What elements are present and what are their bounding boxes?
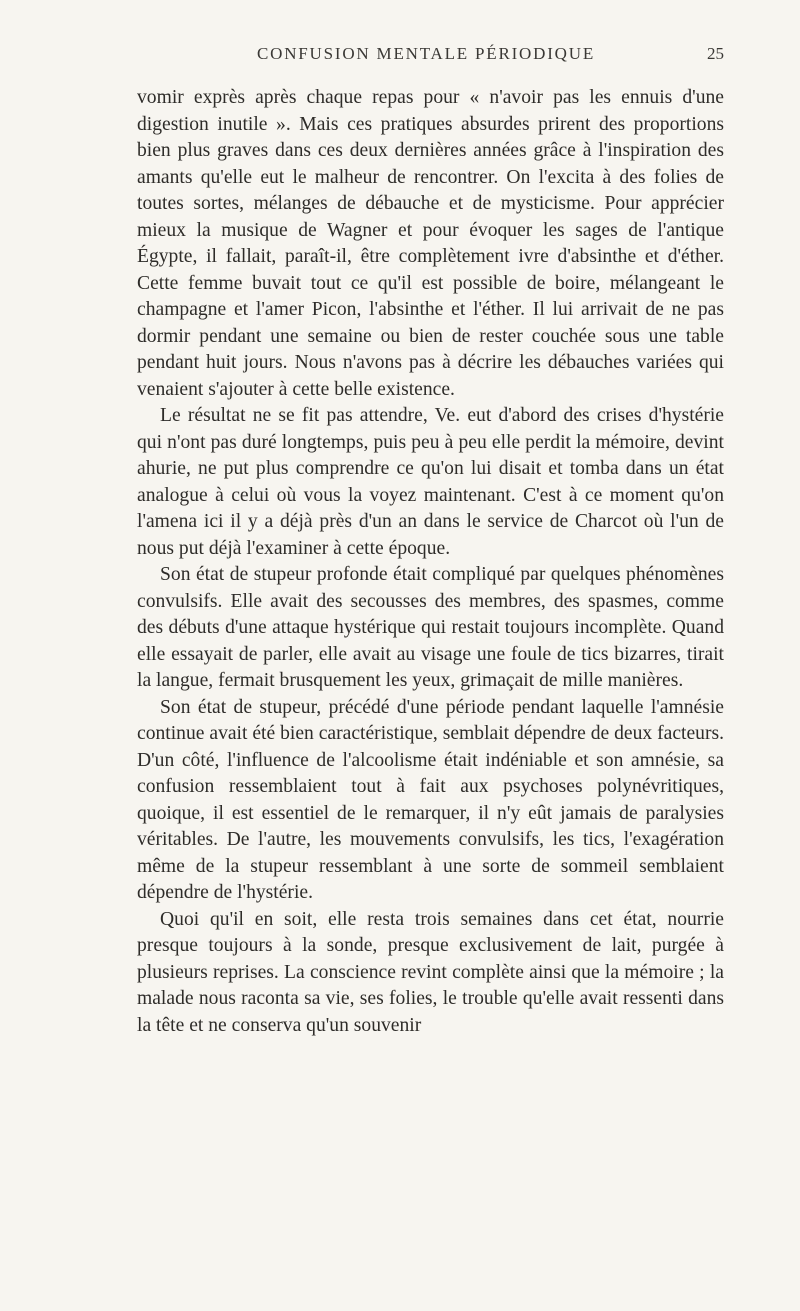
paragraph: Son état de stupeur, précédé d'une période pendant laquelle l'amnésie continue avait été bien caractéristique, semblait dépendre de deux facteurs. D'un côté, l'influence de l'alcoolisme était indéniable et son amnésie, sa confusion ressemblaient tout à fait aux psychoses polynévritiques, quoique, il est essentiel de le remarquer, il n'y eût jamais de paralysies véritables. De l'autre, les mouvements convulsifs, les tics, l'exagération même de la stupeur ressemblant à une sorte de sommeil semblaient dépendre de l'hystérie. — [137, 696, 724, 903]
paragraph: Quoi qu'il en soit, elle resta trois semaines dans cet état, nourrie presque toujours à la sonde, presque exclusivement de lait, purgée à plusieurs reprises. La conscience revint complète ainsi que la mémoire ; la malade nous raconta sa vie, ses folies, le trouble qu'elle avait ressenti dans la tête et ne conserva qu'un souvenir — [137, 908, 724, 1036]
running-title: CONFUSION MENTALE PÉRIODIQUE — [256, 44, 596, 63]
paragraph-continued: vomir exprès après chaque repas pour « n'avoir pas les ennuis d'une digestion inutile ». Mais ces pratiques absurdes prirent des proportions bien plus graves dans ces deux dernières années grâce à l'inspiration des amants qu'elle eut le malheur de rencontrer. On l'excita à des folies de toutes sortes, mélanges de débauche et de mysticisme. Pour apprécier mieux la musique de Wagner et pour évoquer les sages de l'antique Égypte, il fallait, paraît-il, être complètement ivre d'absinthe et d'éther. Cette femme buvait tout ce qu'il est possible de boire, mélangeant le champagne et l'amer Picon, l'absinthe et l'éther. Il lui arrivait de ne pas dormir pendant une semaine ou bien de rester couchée sous une table pendant huit jours. Nous n'avons pas à décrire les débauches variées qui venaient s'ajouter à cette belle existence. — [137, 87, 724, 400]
body-text — [137, 85, 724, 1039]
running-head — [128, 44, 724, 70]
page-number: 25 — [707, 44, 724, 63]
paragraph: Son état de stupeur profonde était compliqué par quelques phénomènes convulsifs. Elle avait des secousses des membres, des spasmes, comme des débuts d'une attaque hystérique qui restait toujours incomplète. Quand elle essayait de parler, elle avait au visage une foule de tics bizarres, tirait la langue, fermait brusquement les yeux, grimaçait de mille manières. — [137, 564, 724, 691]
paragraph: Le résultat ne se fit pas attendre, Ve. eut d'abord des crises d'hystérie qui n'ont pas duré longtemps, puis peu à peu elle perdit la mémoire, devint ahurie, ne put plus comprendre ce qu'on lui disait et tomba dans un état analogue à celui où vous la voyez maintenant. C'est à ce moment qu'on l'amena ici il y a déjà près d'un an dans le service de Charcot où l'un de nous put déjà l'examiner à cette époque. — [137, 405, 724, 559]
